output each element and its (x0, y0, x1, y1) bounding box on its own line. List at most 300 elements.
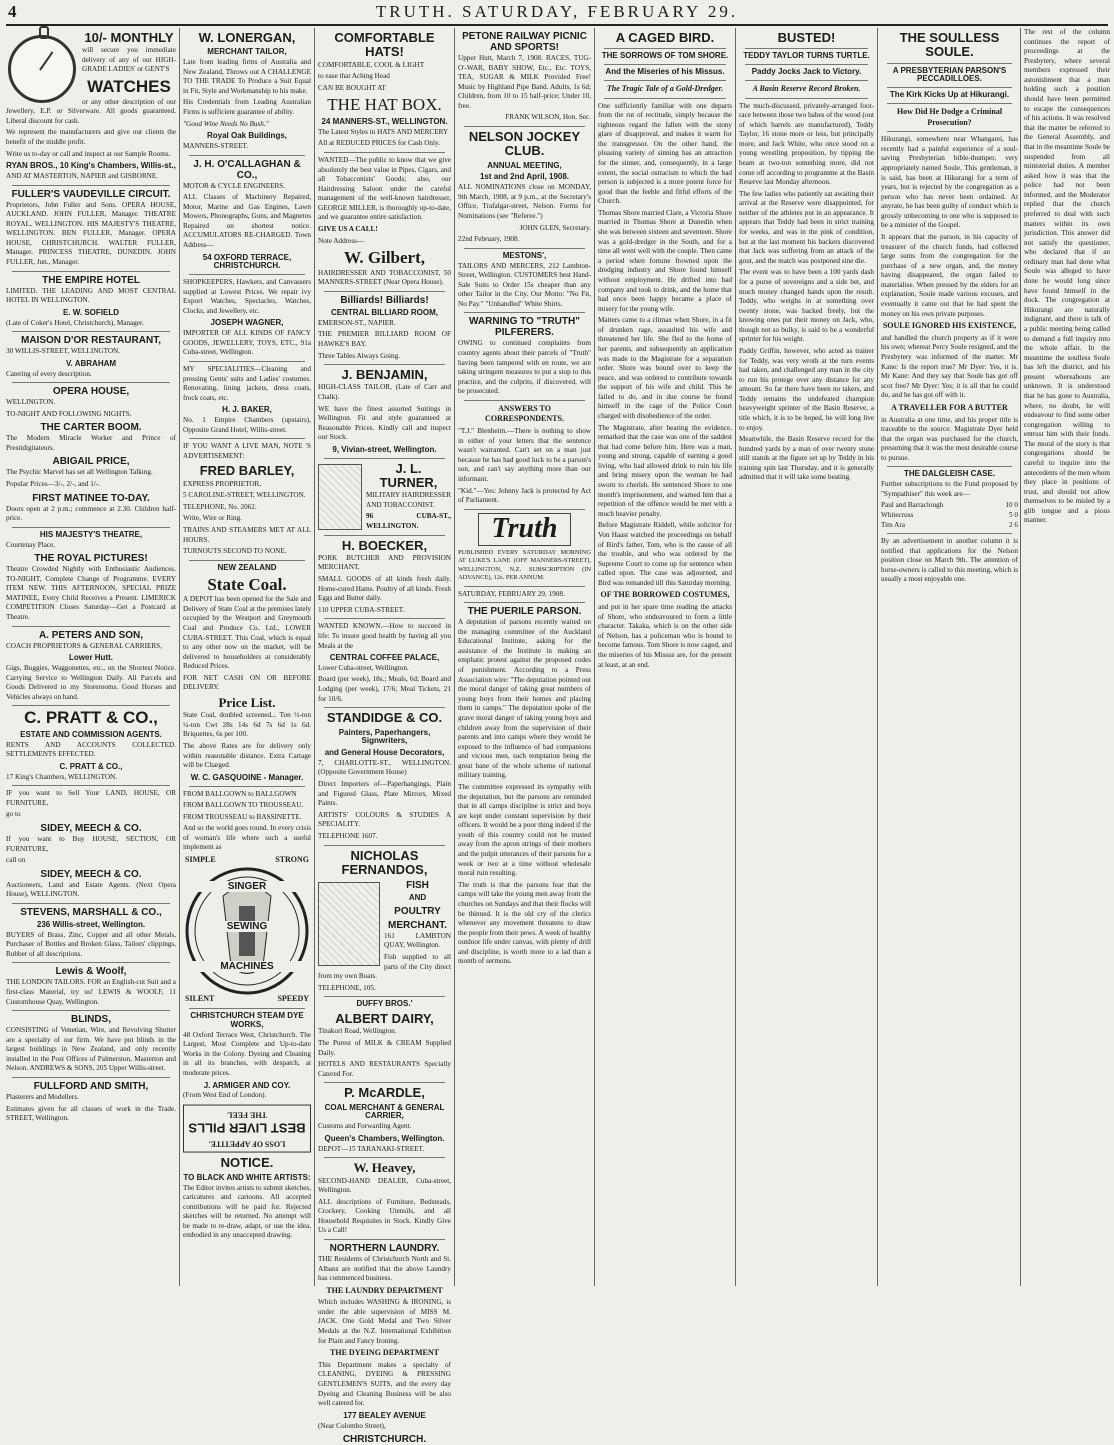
advert-heading: BEST LIVER PILLS (188, 1120, 306, 1136)
article-text: The committee expressed its sympathy with the deputation, but the parsons are reminded that in all camps discipline is strict and boys are kept under constant supervision by their officers. It would be a poor thing indeed if the youth of this country could not be trusted away from the apron strings of their mothers and the pulpit utterances of their parsons for a week or two at a time without wholesale moral ruin resulting. (458, 783, 591, 878)
article-subheading: The Tragic Tale of a Gold-Dredger. (606, 83, 724, 93)
advert-heading: C. PRATT & CO., (24, 708, 158, 728)
divider (324, 996, 445, 997)
advert-heading: Queen's Chambers, Wellington. (324, 1133, 445, 1143)
advert-heading: ABIGAIL PRICE, (52, 456, 130, 468)
advert-text: Board (per week), 18s.; Meals, 6d; Board and Lodging (per week), 17/6; Meal Tickets, 21 for 10/6. (318, 675, 451, 703)
article-text: Paddy Griffin, however, who acted as trainer for Teddy, was very wroth at the turn events had taken, and challenged any man in the city to run his protege over any distance for any amount. So far there have been no takers, and Teddy remains the undefeated champion heavyweight sprinter of the Basin Reserve, a title which, it is to be hoped, he will long live to enjoy. (739, 346, 874, 432)
advert-text: Which includes WASHING & IRONING, is under the able supervision of MISS M. JACK. One Gold Medal and Two Silver Medals at the N.Z. International Exhibition for Plain and Fancy Ironing. (318, 1298, 451, 1345)
advert-text: 96 CUBA-ST., WELLINGTON. (366, 512, 451, 531)
advert-heading: NICHOLAS FERNANDOS, (341, 847, 428, 877)
column-rule (314, 28, 315, 1286)
advert-text: "Good Wine Needs No Bush." (183, 119, 269, 128)
advert-heading: 54 OXFORD TERRACE, CHRISTCHURCH. (202, 252, 292, 271)
advert-text: 30 WILLIS-STREET, WELLINGTON. (6, 347, 121, 356)
divider (887, 87, 1012, 88)
advert-text: go to (6, 810, 21, 819)
divider (12, 785, 170, 786)
advert-heading: FULLFORD AND SMITH, (33, 1081, 149, 1093)
advert-text: LIMITED. THE LEADING AND MOST CENTRAL HOTEL IN WELLINGTON. (6, 286, 176, 305)
advert-text: Customs and Forwarding Agent. (318, 1122, 412, 1131)
advert-text: Upper Hutt, March 7, 1908. RACES, TUG-O'-WAR, BABY SHOW, Etc., Etc. TOYS, TEA, SUGAR & MILK Provided Free! Music by Highland Pipe Band. Adults, 1s 6d; Children, from 10 to 15 half-price; Under 10, free. (458, 54, 591, 110)
article-text: The event was to have been a 100 yards dash for a purse of sovereigns and a side bet, and much money changed hands upon the result. Teddy, who weighs in at something over twenty stone, was backed freely, but the knowing ones put their money on Jack, who, though not so bulky, is said to be a wonderful sprinter for his weight. (739, 268, 874, 344)
advert-text: 5 CAROLINE-STREET, WELLINGTON. (183, 491, 306, 500)
divider (189, 1008, 305, 1009)
article-subheading: How Did He Dodge a Criminal Prosecution? (896, 106, 1003, 127)
advert-text: All at REDUCED PRICES for Cash Only. (318, 139, 440, 148)
column-rule (594, 28, 595, 1286)
advert-text: If you want to Buy HOUSE, SECTION, OR FURNITURE, (6, 835, 176, 853)
advert-text: SILENT (185, 994, 215, 1004)
article-text: and handled the church property as if it were his own; whereat Percy Soule resigned, and the Presbytery was informed of the matter. Mr Kane: Is the report true? Mr Dyer: Yes, it is. Mr Kane: And they say that Soule has got off scot free? Mr Dyer: Yes; it is all that he could do, and he has got off with it. (881, 333, 1018, 400)
advert-text: COMFORTABLE, COOL & LIGHT (318, 60, 425, 69)
divider (887, 533, 1012, 534)
article-heading: THE DALGLEISH CASE. (903, 469, 996, 479)
divider (324, 291, 445, 292)
article-text: By an advertisement in another column it is notified that applications for the Nelson position close on March 9th. The attention of horse-owners is called to this meeting, which is usually a most enjoyable one. (881, 537, 1018, 584)
advert-heading: AND (408, 893, 427, 903)
advert-text: WE have the finest assorted Suitings in Wellington. Fit and style guaranteed at Reasonable Prices. Kindly call and inspect our Stock. (318, 404, 451, 442)
article-subheading: TEDDY TAYLOR TURNS TURTLE. (743, 51, 870, 61)
divider (12, 271, 170, 272)
advert-heading: MACHINES (193, 961, 301, 972)
article-text: Before Magistrate Riddell, while solicitor for Von Haast watched the proceedings on behalf of Bird's father, Tom, who is the cause of all the trouble, and who was ordered by the Supreme Court to come up for sentence when called upon. The case was adjourned, and Bird was remanded till this Saturday morning. (598, 521, 732, 587)
divider (745, 98, 868, 99)
advert-heading: THE ROYAL PICTURES! (34, 553, 148, 565)
advert-text: TRAINS AND STEAMERS MET AT ALL HOURS. (183, 526, 311, 544)
advert-text: FOR NET CASH ON OR BEFORE DELIVERY. (183, 673, 311, 692)
advert-text: ALL NOMINATIONS close on MONDAY, 9th March, 1908, at 9 p.m., at the Secretary's Office, Trafalgar-street, Nelson. Forms for Nominations (see "Referee.") (458, 183, 591, 220)
article-subheading: SOULE IGNORED HIS EXISTENCE, (882, 321, 1017, 331)
advert-heading: OPERA HOUSE, (52, 386, 130, 398)
advert-text: AND AT MASTERTON, NAPIER and GISBORNE. (6, 171, 159, 180)
advert-text: THE LONDON TAILORS. FOR an English-cut Suit and a first-class Material, try us! LEWIS & WOOLF, 11 Customhouse Quay, Wellington. (6, 978, 176, 1006)
column-2 (183, 28, 311, 1286)
advert-text: WANTED KNOWN.—How to succeed in life: To insure good health by having all you Meals at the (318, 622, 451, 650)
advert-text: SHOPKEEPERS, Hawkers, and Canvassers supplied at Lowest Prices. We repair ivy Export Watches, Spectacles, Watches, Clocks, and Jewellery, etc. (183, 278, 311, 315)
advert-text: 48 Oxford Terrace West, Christchurch. The Largest, Most Complete and Up-to-date Works in the Colony. Dyeing and Cleaning in all its branches, with despatch, at moderate prices. (183, 1030, 311, 1077)
advert-text: The Latest Styles in HATS AND MERCERY (318, 127, 449, 136)
divider (189, 786, 305, 787)
advert-heading: PETONE RAILWAY PICNIC AND SPORTS! (462, 31, 587, 53)
advert-text: Proprietors, John Fuller and Sons. OPERA HOUSE, AUCKLAND. JOHN FULLER, Manager. THEATRE ROYAL, WELLINGTON. HIS MAJESTY'S THEATRE, WELLINGTON. BEN FULLER, Manager. OPERA HOUSE, CHRISTCHURCH. WALTER FULLER, Manager. PRINCESS THEATRE, DUNEDIN. JOHN FULLER, Jun., Manager. (6, 200, 176, 267)
subscriber-name: Whitecross (881, 510, 914, 519)
advert-text: HAIRDRESSER AND TOBACCONIST, 50 MANNERS-STREET (Near Opera House). (318, 268, 451, 287)
advert-heading: SINGER (197, 881, 297, 892)
issue-date: SATURDAY, FEBRUARY 29, 1908. (458, 589, 565, 598)
article-text: and put in her spare time reading the attacks of Shore, who endeavoured to form a little character. Takaka, which is on the other side of Nelson, has a policeman who is bound to become famous. Tom Shore is now caged, and the miseries of his Missus are, for the present at least, at an end. (598, 603, 732, 669)
divider (464, 126, 585, 127)
advert-heading: SIDEY, MEECH & CO. (40, 868, 142, 880)
notice-text: OWING to continued complaints from country agents about their parcels of "Truth" having been tampered with en route, we are taking stringent measures to put a stop to this practice, and the culprits, if discovered, will be prosecuted. (458, 339, 591, 396)
advert-heading: Billiards! Billiards! (340, 295, 429, 307)
article-text: A deputation of parsons recently waited on the managing committee of the Auckland Educational Institute, asking for the assistance of the Institute in making an emphatic protest against the proposed codes of punishment. According to a Press Association wire: "The deputation pointed out the moral danger of taking great numbers of young boys from their homes and placing them in camps." The deputation spoke of the grave moral danger of taking young boys and children away from the supervision of their parents and into camps where they would be exposed to the influence of bad companions and vicious men, such temptation being the great bane of the whole scheme of national military training. (458, 618, 591, 780)
advert-text: No. 1 Empire Chambers (upstairs), Opposite Grand Hotel, Willis-street. (183, 416, 311, 434)
article-subheading: A Basin Reserve Record Broken. (752, 83, 861, 93)
advert-heading: HIS MAJESTY'S THEATRE, (39, 529, 143, 539)
divider (12, 331, 170, 332)
advert-heading: Painters, Paperhangers, Signwriters, (338, 727, 431, 746)
article-subheading: And the Miseries of his Missus. (605, 67, 725, 77)
advert-text: ALL Classes of Machinery Repaired, Motor, Marine and Gas Engines, Lawn Mowers, Phonographs, Guns, and Magnetos Repaired on shortest notice. ACCUMULATORS RE-CHARGED. Town Address— (183, 193, 311, 249)
advert-heading: W. LONERGAN, (198, 30, 296, 45)
column-1 (6, 28, 176, 1286)
truth-logo: Truth (478, 513, 571, 546)
advert-text: Doors open at 2 p.m.; commence at 2.30. Children half-price. (6, 504, 176, 523)
pocket-watch-icon (8, 35, 76, 103)
article-heading: THE SOULLESS SOULE. (899, 30, 1000, 60)
advert-heading: 24 MANNERS-ST., WELLINGTON. (321, 117, 448, 127)
advert-heading: 10/- MONTHLY (84, 30, 174, 45)
inverted-advert (183, 1105, 311, 1153)
divider (189, 361, 305, 362)
advert-heading: Price List. (218, 695, 276, 711)
divider (464, 248, 585, 249)
divider (604, 64, 726, 65)
advert-text: ALL descriptions of Furniture, Bedsteads, Crockery, Cooking Utensils, and all Household Requisites in Stock. Kindly Give Us a Call! (318, 1197, 451, 1235)
advert-heading: RYAN BROS., 10 King's Chambers, Willis-st., (6, 161, 176, 171)
article-text: Further subscriptions to the Fund proposed by "Sympathiser" this week are— (881, 480, 1018, 498)
column-6 (739, 28, 874, 1286)
advert-heading: V. ABRAHAM (65, 358, 117, 368)
subscription-amount: 2 6 (1009, 520, 1018, 529)
divider (12, 626, 170, 627)
advert-heading: ALBERT DAIRY, (335, 1011, 434, 1027)
advert-text: Plasterers and Modellers. (6, 1093, 79, 1102)
article-text: The few ladies who patiently sat awaiting their arrival at the Reserve were disappointed, for neither of the athletes put in an appearance. It appears that Teddy had been in strict training for weeks, and was in the pink of condition, but at the last moment his backers discovered that Jack was suffering from an attack of the gout, and the match was postponed sine die. (739, 189, 874, 265)
article-text: The truth is that the parsons fear that the camps will take the young men away from the churches on Sundays and that their flocks will be thinned. It is the old cry of the clerics whenever any movement threatens to draw the people from their pews. A week of healthy outdoor life under canvas, with plenty of drill and discipline, is worth more to a lad than a month of sermons. (458, 880, 591, 966)
advert-text: 17 King's Chambers, WELLINGTON. (6, 772, 118, 781)
article-heading: BUSTED! (777, 30, 836, 45)
divider (12, 903, 170, 904)
advert-text: TURNOUTS SECOND TO NONE. (183, 547, 287, 556)
singer-advert (183, 855, 311, 1005)
advert-heading: BLINDS, (71, 1014, 111, 1026)
divider (324, 845, 445, 846)
advert-text: Write us to-day or call and inspect at our Sample Rooms. (6, 149, 171, 158)
divider (464, 586, 585, 587)
advert-heading: 1st and 2nd April, 1908. (479, 172, 570, 182)
subscription-amount: 5 0 (1009, 510, 1018, 519)
advert-heading: J. BENJAMIN, (341, 367, 428, 383)
divider (324, 1239, 445, 1240)
advert-heading: W. Heavey, (353, 1160, 416, 1176)
advert-text: MY SPECIALITIES—Cleaning and pressing Gents' suits and Ladies' costumes. Renovating, lining jackets, dress coats, frock coats, etc. (183, 365, 311, 402)
article-text: The Magistrate, after hearing the evidence, remarked that the case was one of the saddest that had come before him. Here was a man, young and strong, capable of earning a good living, who had allowed drink to ruin his life and bring misery upon the woman he had sworn to cherish. He sentenced Shore to one month's imprisonment, and warned him that a repetition of the offence would be met with a much heavier penalty. (598, 423, 732, 518)
column-3 (318, 28, 451, 1445)
divider (324, 152, 445, 153)
article-text: "T.J." Blenheim.—There is nothing to show in either of your letters that the sentence wasn't warranted. Can't set on a man just because he has had good luck to be a parson's son, and can't say anything more than our informant. (458, 427, 591, 483)
advert-text: CONSISTING of Venetian, Wire, and Revolving Shutter are a specialty of our firm. We have put blinds in the largest buildings in New Zealand, and only recently installed in the Post Offices of Palmerston, Masterton and Nelson. ANDREWS & SONS, 205 Upper Willis-street. (6, 1026, 176, 1073)
divider (189, 560, 305, 561)
article-text: The much-discussed, privately-arranged foot-race between those two babes of the wood (out of which barrels are manufactured), Teddy Taylor, 16 stone more or less, but principally more, and Jack White, who once stood on a young wrestling proposition, by tipping the beam at two-ton something more, did not come off according to programme at the Basin Reserve last Monday afternoon. (739, 101, 874, 187)
advert-heading: Royal Oak Buildings, (206, 131, 287, 141)
advert-text: We represent the manufacturers and give our clients the benefit of the middle profit. (6, 128, 176, 147)
advert-text: Courtenay Place, (6, 540, 56, 549)
advert-text: 7, CHARLOTTE-ST., WELLINGTON. (Opposite Government House) (318, 758, 451, 777)
advert-text: Fish supplied to all parts of the City direct from my own Boats. (318, 953, 451, 981)
advert-heading: NEW ZEALAND (217, 562, 277, 572)
divider (12, 382, 170, 383)
divider (604, 48, 726, 49)
advert-heading: SEWING (207, 921, 287, 932)
advert-heading: C. PRATT & CO., (59, 761, 123, 771)
advert-text: TELEPHONE 1607. (318, 831, 378, 840)
divider (745, 80, 868, 81)
advert-text: TELEPHONE, 105. (318, 983, 376, 992)
advert-heading: H. BOECKER, (341, 537, 428, 553)
divider (324, 364, 445, 365)
column-5 (598, 28, 732, 1286)
article-text: It appears that the parson, in his capacity of treasurer of the church funds, had collected large sums from the congregation for the purchase of a new organ, and, the money having disappeared, the organ failed to materialise. When pressed by the elders for an explanation, Soule made various excuses, and eventually it came out that he had spent the money on his own private purposes. (881, 233, 1018, 318)
article-text: Hikurangi, somewhere near Whangarei, has recently had a painful experience of a soul-saving Presbyterian bible-thumper, very appropriately named Soule. This gentleman, it is said, has been at Hikurangi for a term of years, but is rejected by the congregation as a person who has never been ordained. At anyrate, he has been guilty of conduct which is grossly unbecoming to one who is supposed to be a minister of the Gospel. (881, 135, 1018, 230)
divider (604, 80, 726, 81)
column-7 (881, 28, 1018, 1286)
divider (12, 962, 170, 963)
article-subheading: The Kirk Kicks Up at Hikurangi. (889, 90, 1010, 100)
divider (745, 48, 868, 49)
advert-heading: DUFFY BROS.' (356, 999, 413, 1009)
advert-text: SPEEDY (277, 994, 309, 1004)
advert-text: IF YOU WANT A LIVE MAN, NOTE 'S ADVERTISEMENT: (183, 442, 311, 460)
column-4 (458, 28, 591, 1286)
advert-text: THE Residents of Christchurch North and St. Albans are notified that the above Laundry has commenced business. (318, 1254, 451, 1283)
advert-text: Popular Prices—3/-, 2/-, and 1/-. (6, 479, 101, 488)
advert-text: COACH PROPRIETORS & GENERAL CARRIERS, (6, 641, 162, 650)
imprint-text: PUBLISHED EVERY SATURDAY MORNING AT LUKE'S LANE (OFF MANNERS-STREET), WELLINGTON, N.Z. SUBSCRIPTION (IN ADVANCE), 12s. PER ANNUM. (458, 548, 591, 582)
advert-text: 110 UPPER CUBA-STREET. (318, 605, 405, 614)
advert-heading: CENTRAL COFFEE PALACE, (329, 653, 440, 663)
advert-heading: CHRISTCHURCH STEAM DYE WORKS, (190, 1011, 304, 1029)
advert-heading: THE DYEING DEPARTMENT (330, 1348, 439, 1358)
advert-text: Estimates given for all classes of work in the Trade. STREET, Wellington. (6, 1104, 176, 1123)
advert-heading: P. McARDLE, (344, 1085, 425, 1101)
advert-text: The Purest of MILK & CREAM Supplied Daily. (318, 1039, 451, 1057)
divider (324, 707, 445, 708)
subscriber-name: Tim Ara (881, 520, 905, 529)
divider (12, 705, 170, 706)
divider (464, 602, 585, 603)
divider (887, 466, 1012, 467)
advert-heading: 236 Willis-street, Wellington. (36, 919, 146, 929)
masthead (6, 0, 1108, 26)
advert-text: His Credentials from Leading Australian Firms is sufficient guarantee of ability. (183, 98, 311, 116)
advert-heading: STANDIDGE & CO. (326, 710, 443, 726)
divider (12, 527, 170, 528)
advert-heading: E. W. SOFIELD (62, 307, 119, 317)
advert-text: A DEPOT has been opened for the Sale and Delivery of State Coal at the premises lately occupied by the Westport and Greymouth Coal and Produce Co. Ltd., LOWER CUBA-STREET. This Coal, which is equal to any other now on the market, will be delivered to householders at considerably Reduced Prices. (183, 595, 311, 671)
advert-text: FROM BALLGOWN to BALLGOWN (183, 789, 297, 798)
advert-text: Theatre Crowded Nightly with Enthusiastic Audiences. TO-NIGHT, Complete Change of Programme. EVERY ITEM NEW. THIS AFTERNOON, SPECIAL PRIZE MATINEE, Every Child Receives a Present. LIMERICK COMPETITION Closes Saturday—Get a Postcard at Theatre. (6, 565, 176, 621)
column-rule (735, 28, 736, 1286)
advert-heading: J. L. TURNER, (379, 460, 438, 490)
advert-text: BUYERS of Brass, Zinc, Copper and all other Metals, Purchaser of Bottles and Broken Glass, Tailors' clippings, Rubber of all descriptions. (6, 930, 176, 958)
column-rule (454, 28, 455, 1286)
advert-heading: COMFORTABLE HATS! (334, 30, 435, 60)
advert-heading: CHRISTCHURCH. (342, 1434, 427, 1445)
advert-text: Catering of every description. (6, 369, 92, 378)
article-subheading: THE SORROWS OF TOM SHORE. (601, 51, 729, 61)
advert-heading: FRED BARLEY, (199, 463, 295, 479)
advert-text: Gigs, Buggies, Waggonettes, etc., on the Shortest Notice. Carrying Service to Wellington Daily. All Parcels and Goods Delivered to my Storerooms. Good Horses and Vehicles always on hand. (6, 663, 176, 701)
advert-text: Three Tables Always Going. (318, 351, 401, 360)
advert-text: call on (6, 856, 26, 865)
divider (12, 1010, 170, 1011)
advert-text: TO-NIGHT AND FOLLOWING NIGHTS. (6, 409, 132, 418)
advert-heading: MESTONS', (502, 250, 547, 260)
advert-heading: NOTICE. (220, 1155, 274, 1171)
divider (604, 98, 726, 99)
article-text: "Kid."—Yes: Johnny Jack is protected by Act of Parliament. (458, 486, 591, 505)
advert-heading: CENTRAL BILLIARD ROOM, (331, 308, 438, 318)
subscriber-name: Paul and Barraclough (881, 501, 944, 510)
advert-heading: H. J. BAKER, (222, 405, 272, 415)
notice-heading: WARNING TO "TRUTH" PILFERERS. (469, 316, 580, 339)
advert-heading: NELSON JOCKEY CLUB. (468, 129, 581, 159)
divider (464, 312, 585, 313)
divider (12, 185, 170, 186)
advert-text: (Near Colombo Street), (318, 1421, 386, 1430)
divider (887, 63, 1012, 64)
subscription-row (881, 511, 1018, 521)
portrait-illustration (318, 464, 362, 530)
advert-heading: COAL MERCHANT & GENERAL CARRIER, (324, 1102, 445, 1121)
advert-text: HIGH-CLASS TAILOR, (Late of Carr and Chalk). (318, 383, 451, 401)
subscription-row (881, 521, 1018, 531)
advert-heading: FIRST MATINEE TO-DAY. (32, 492, 150, 504)
advert-heading: ESTATE AND COMMISSION AGENTS. (20, 729, 162, 739)
article-heading: THE PUERILE PARSON. (467, 606, 582, 618)
advert-heading: POULTRY (394, 905, 441, 917)
advert-text: SIMPLE (185, 855, 216, 865)
column-rule (877, 28, 878, 1286)
advert-heading: WATCHES (87, 77, 171, 97)
advert-text: The Psychic Marvel has set all Wellington Talking. (6, 468, 153, 477)
advert-heading: Lewis & Woolf, (55, 966, 127, 978)
advert-text: HOTELS AND RESTAURANTS Specially Catered For. (318, 1060, 451, 1078)
advert-text: FROM BALLGOWN TO TROUSSEAU. (183, 801, 304, 810)
advert-text: Direct Importers of—Paperhangings, Plain and Figured Glass, Plate Mirrors, Mixed Paints. (318, 780, 451, 808)
advert-text: (Late of Coker's Hotel, Christchurch), Manager. (6, 318, 144, 327)
advert-text: The Editor invites artists to submit sketches, caricatures and cartoons. All accepted contributions will be paid for. Rejected sketches will be returned. No attempt will be made to re-draw, adapt, or use the idea, embodied in any unaccepted drawing. (183, 1183, 311, 1240)
advert-heading: JOSEPH WAGNER, (210, 318, 284, 328)
advert-heading: 177 BEALEY AVENUE (343, 1410, 426, 1420)
page-number: 4 (8, 2, 17, 21)
divider (887, 131, 1012, 132)
advert-heading: THE LAUNDRY DEPARTMENT (326, 1285, 443, 1295)
advert-text: DEPOT—15 TARANAKI-STREET. (318, 1144, 425, 1153)
advert-text: TAILORS AND MERCERS, 212 Lambton-Street, Wellington. CUSTOMERS best Hand-Sale Suits to Order 15s cheaper than any other Tailor in the City. Our Motto: "No Fit, No Pay." "Unhandled" White Shirts. (458, 261, 591, 308)
article-heading: A CAGED BIRD. (615, 30, 715, 45)
advert-text: or any other description of our Jewellery, E.P. or Silverware. All goods guaranteed. Liberal discount for cash. (6, 97, 176, 125)
divider (324, 1082, 445, 1083)
advert-heading: J. H. O'CALLAGHAN & CO., (193, 158, 301, 181)
subscription-amount: 10 0 (1005, 501, 1018, 510)
advert-text: 22nd February, 1908. (458, 235, 520, 244)
advert-heading: ANNUAL MEETING, (487, 160, 562, 170)
advert-text: will secure you immediate delivery of any of our HIGH-GRADE LADIES' or GENT'S (82, 46, 176, 74)
advert-heading: MERCHANT TAILOR, (207, 47, 287, 57)
divider (12, 1077, 170, 1078)
advert-text: This Department makes a specialty of CLEANING, DYEING & PRESSING GENTLEMEN'S SUITS, and the every day Dyeing and Cleaning Business will be also well catered for. (318, 1360, 451, 1408)
advert-text: Auctioneers, Land and Estate Agents. (Next Opera House), WELLINGTON. (6, 880, 176, 899)
advert-text: THE FEEL (227, 1110, 267, 1120)
divider (189, 274, 305, 275)
advert-text: FRANK WILSON, Hon. Sec. (505, 113, 591, 122)
advert-text: FROM TROUSSEAU to BASSINETTE. (183, 812, 302, 821)
column-rule (179, 28, 180, 1286)
divider (189, 155, 305, 156)
advert-heading: W. C. GASQUOINE - Manager. (190, 772, 304, 782)
advert-heading: STEVENS, MARSHALL & CO., (20, 906, 162, 918)
divider (464, 400, 585, 401)
advert-text: The above Rates are for delivery only within reasonable distance. Extra Cartage will be Charged. (183, 742, 311, 770)
advert-text: Lower Cuba-street, Wellington. (318, 663, 409, 672)
divider (464, 509, 585, 510)
advert-text: WELLINGTON. (6, 398, 56, 407)
article-subheading: A TRAVELLER FOR A BUTTER (891, 402, 1008, 412)
article-subheading: Paddy Jocks Jack to Victory. (751, 67, 862, 77)
advert-heading: 9, Vivian-street, Wellington. (332, 444, 437, 454)
turner-advert (318, 462, 451, 532)
article-subheading: OF THE BORROWED COSTUMES, (600, 590, 730, 600)
advert-text: IMPORTER OF ALL KINDS OF FANCY GOODS, JEWELLERY, TOYS, ETC., 91a Cuba-street, Wellington. (183, 329, 311, 357)
advert-text: And so the world goes round. In every crisis of woman's life where such a useful implement as (183, 824, 311, 852)
advert-text: CAN BE BOUGHT AT (318, 83, 386, 92)
advert-heading: FULLER'S VAUDEVILLE CIRCUIT. (11, 188, 171, 200)
advert-text: (From West End of London). (183, 1091, 267, 1100)
article-text: Thomas Shore married Clare, a Victoria Shore married in Thomas Shore at Dunedin when she was between sixteen and seventeen. Shore was a gold-dredger in the South, and for a time all went well with the couple. Then came a period when fortune frowned upon the dredging industry and Shore found himself without employment. He drifted into bad company and took to drink, and the home that had once been happy became a place of misery for the young wife. (598, 208, 732, 313)
article-subheading: A PRESBYTERIAN PARSON'S PECCADILLOES. (892, 65, 1007, 84)
column-rule (1020, 28, 1021, 1286)
subscription-row (881, 501, 1018, 511)
divider (887, 103, 1012, 104)
advert-text: The Modern Miracle Worker and Prince of Prestidigitateurs. (6, 434, 176, 452)
advert-text: PORK BUTCHER AND PROVISION MERCHANT, (318, 553, 451, 572)
divider (324, 535, 445, 536)
advert-heading: W. Gilbert, (343, 248, 426, 268)
advert-heading: THE HAT BOX. (327, 95, 442, 115)
advert-text: RENTS AND ACCOUNTS COLLECTED. SETTLEMENTS EFFECTED. (6, 740, 176, 759)
advert-heading: and General House Decorators, (324, 748, 445, 758)
watches-advert (6, 31, 176, 182)
article-text: The rest of the column continues the report of proceedings at the Presbytery, where several members expressed their astonishment that a man holding such a position should have been permitted to escape the consequences of his actions. It was resolved that the matter be referred to the General Assembly, and that in the meantime Soule be suspended from all ministerial duties. A member asked how it was that the police had not been informed, and the Moderator replied that the church preferred to deal with such matters within its own jurisdiction. This answer did not satisfy the questioner, who declared that if an ordinary man had done what Soule was alleged to have done he would long since have found himself in the dock. The congregation at Hikurangi are naturally indignant, and there is talk of a public meeting being called to demand a full inquiry into the whole affair. In the meantime the soulless Soule has left the district, and his present whereabouts are unknown. It is understood that he has gone to Australia, where, no doubt, he will endeavour to find some other congregation willing to entrust him with their funds. The moral of the story is that congregations should be careful to inquire into the antecedents of the men whom they place in positions of trust, and should not allow themselves to be misled by a glib tongue and a pious manner. (1024, 28, 1110, 525)
newspaper-title: TRUTH. SATURDAY, FEBRUARY 29. (375, 2, 739, 21)
advert-text: EMERSON-ST., NAPIER. (318, 318, 396, 327)
subscription-list (881, 501, 1018, 530)
advert-text: SMALL GOODS of all kinds fresh daily. Home-cured Hams. Poultry of all kinds. Fresh Eggs and Butter daily. (318, 575, 451, 603)
advert-text: SECOND-HAND DEALER, Cuba-street, Wellington. (318, 1176, 451, 1195)
article-text: One sufficiently familiar with one departs from the rut of rectitude, simply because the righteous regard the fallen with the stony glare of disapproval, and makes it warm for the transgressor. On the other hand, the pleasing variety of sinning has an attraction for the sinner, and, consequently, in a large extent, the social ostracism to which the bad person is subjected is a more potent force for good than the feeble and fitful efforts of the Church. (598, 101, 732, 206)
advert-heading: NORTHERN LAUNDRY. (329, 1242, 440, 1254)
advert-text: STRONG (275, 855, 309, 865)
article-text: Matters came to a climax when Shore, in a fit of drunken rage, assaulted his wife and threatened her life. She fled to the home of her parents, and subsequently an application was made to the Magistrate for a separation order. Shore was bound over to keep the peace, and was ordered to contribute towards the support of his wife and child. This he failed to do, and in due course he found himself in the cage of the Police Court charged with disobedience of the order. (598, 316, 732, 421)
advert-text: LOSS OF APPETITE. (208, 1139, 286, 1149)
advert-text: to ease that Aching Head (318, 72, 390, 81)
portrait-illustration (318, 882, 380, 966)
advert-text: IF you want to Sell Your LAND, HOUSE, OR FURNITURE, (6, 789, 176, 807)
advert-text: Tinakori Road, Wellington. (318, 1027, 397, 1036)
advert-heading: A. PETERS AND SON, (38, 629, 144, 641)
advert-text: ARTISTS' COLOURS & STUDIES A SPECIALITY. (318, 810, 451, 829)
advert-text: Write, Wire or Ring. (183, 514, 242, 523)
advert-heading: SIDEY, MEECH & CO. (40, 823, 142, 834)
divider (189, 438, 305, 439)
divider (324, 1157, 445, 1158)
divider (324, 458, 445, 459)
advert-text: JOHN GLEN, Secretary. (519, 223, 591, 232)
advert-heading: J. ARMIGER AND COY. (203, 1080, 291, 1090)
